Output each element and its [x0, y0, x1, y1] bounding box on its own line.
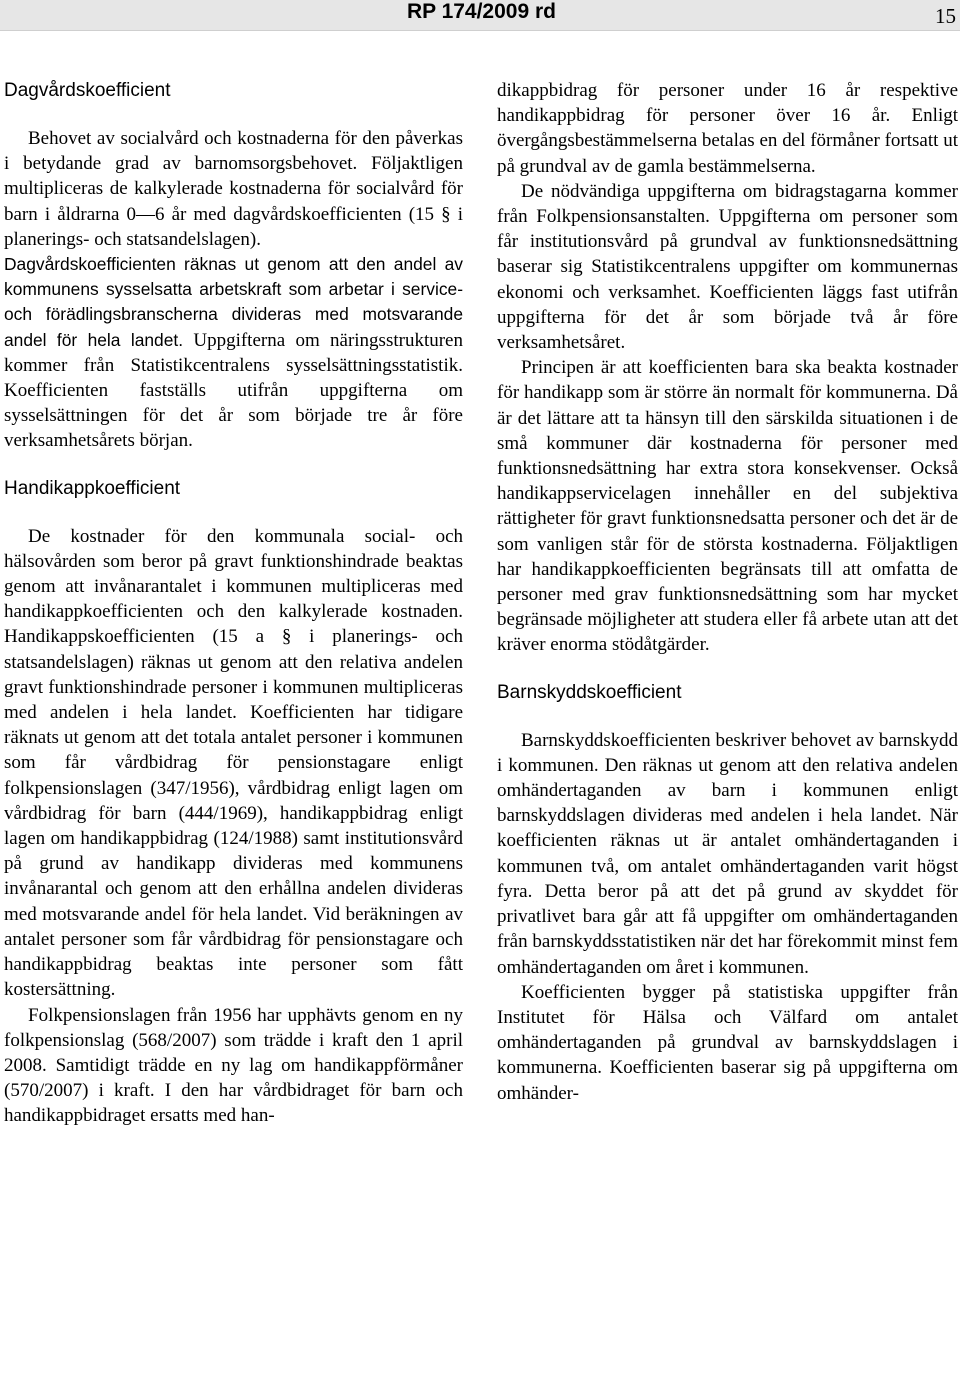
paragraph	[4, 252, 463, 454]
paragraph: De kostnader för den kommunala social- och hälsovården som beror på gravt funktionshindrade beaktas genom att invånarantalet i kommunen multipliceras med handikappkoefficienten och den kalkylerade kostnaden. Handikappskoefficienten (15 a § i planerings- och statsandelslagen) räknas ut genom att den relativa andelen gravt funktionshindrade personer i kommunen multipliceras med andelen i hela landet. Koefficienten har tidigare räknats ut genom att det totala antalet personer i kommunen som får vårdbidrag för pensionstagare enligt folkpensionslagen (347/1956), vårdbidrag enligt lagen om vårdbidrag för barn (444/1969), handikappbidrag enligt lagen om handikappbidrag (124/1988) samt institutionsvård på grund av handikapp divideras med kommunens invånarantal och genom att den erhållna andelen divideras med motsvarande andel för hela landet. Vid beräkningen av antalet personer som får vårdbidrag för pensionstagare och handikappbidrag beaktas inte personer som fått kostersättning.	[4, 525, 463, 1001]
paragraph: De nödvändiga uppgifterna om bidragstagarna kommer från Folkpensionsanstalten. Uppgifterna om personer som får institutionsvård på grundval av funktionsnedsättning baserar sig Statistikcentralens uppgifter om kommunernas ekonomi och verksamhet. Koefficienten läggs fast utifrån uppgifterna för det år som började två år före verksamhetsåret.	[497, 180, 958, 354]
left-column	[4, 78, 463, 1129]
section-heading-dagvard: Dagvårdskoefficient	[4, 80, 171, 101]
section-heading-barnskydd: Barnskyddskoefficient	[497, 681, 682, 703]
paragraph: Behovet av socialvård och kostnaderna för den påverkas i betydande grad av barnomsorgsbehovet. Följaktligen multipliceras de kalkylerade kostnaderna för socialvård för barn i åldrarna 0—6 år med dagvårdskoefficienten (15 § i planerings- och statsandelslagen).	[4, 128, 463, 250]
paragraph-sans-part: Dagvårdskoefficienten räknas ut genom att den andel av kommunens sysselsatta arbetskraft som arbetar i service- och förädlingsbranscherna divideras med motsvarande andel för hela landet.	[4, 254, 463, 350]
paragraph: Principen är att koefficienten bara ska beakta kostnader för handikapp som är större än normalt för kommunerna. Då är det lättare att ta hänsyn till den särskilda situationen i de små kommuner där kostnaderna för personer med funktionsnedsättning har extra stora konsekvenser. Också handikappservicelagen innehåller en del subjektiva rättigheter för gravt funktionsnedsatta personer och det är de som vanligen står för de största kostnaderna. Följaktligen har handikappkoefficienten begränsats till att omfatta de personer med grav funktionsnedsättning som har mycket begränsade möjligheter att studera eller få arbete utan att det kräver enorma stödåtgärder.	[497, 357, 958, 656]
paragraph: Folkpensionslagen från 1956 har upphävts genom en ny folkpensionslag (568/2007) som trädde i kraft den 1 april 2008. Samtidigt trädde en ny lag om handikappförmåner (570/2007) i kraft. I den har vårdbidraget för barn och handikappbidraget ersatts med han-	[4, 1004, 463, 1127]
right-column	[497, 78, 958, 1106]
page-header	[0, 0, 960, 31]
paragraph: Koefficienten bygger på statistiska uppgifter från Institutet för Hälsa och Välfard om antalet omhändertaganden på grundval av barnskyddslagen i kommunerna. Koefficienten baserar sig på uppgifterna om omhänder-	[497, 981, 958, 1104]
paragraph-part: Uppgifterna om näringsstrukturen kommer från Statistikcentralens sysselsättningsstatistik. Koefficienten fastställs utifrån uppgifterna om sysselsättningen för det år som började tre år före verksamhetsårets början.	[4, 329, 463, 452]
page-number: 15	[935, 4, 956, 28]
paragraph: Barnskyddskoefficienten beskriver behovet av barnskydd i kommunen. Den räknas ut genom att den relativa andelen omhändertaganden av barn i kommunen enligt barnskyddslagen divideras med andelen i hela landet. När koefficienten räknas ut är antalet omhändertaganden i kommunen två, om antalet omhändertaganden varit högst fyra. Detta beror på att det på grund av skyddet för privatlivet bara går att få uppgifter om omhändertaganden från barnskyddsstatistiken när det har förekommit minst fem omhändertaganden om året i kommunen.	[497, 729, 958, 978]
document-reference: RP 174/2009 rd	[406, 0, 556, 23]
section-heading-handikapp: Handikappkoefficient	[4, 477, 181, 499]
paragraph: dikappbidrag för personer under 16 år respektive handikappbidrag för personer över 16 år. Enligt övergångsbestämmelserna betalas en del förmåner fortsatt ut på grundval av de gamla bestämmelserna.	[497, 80, 958, 177]
